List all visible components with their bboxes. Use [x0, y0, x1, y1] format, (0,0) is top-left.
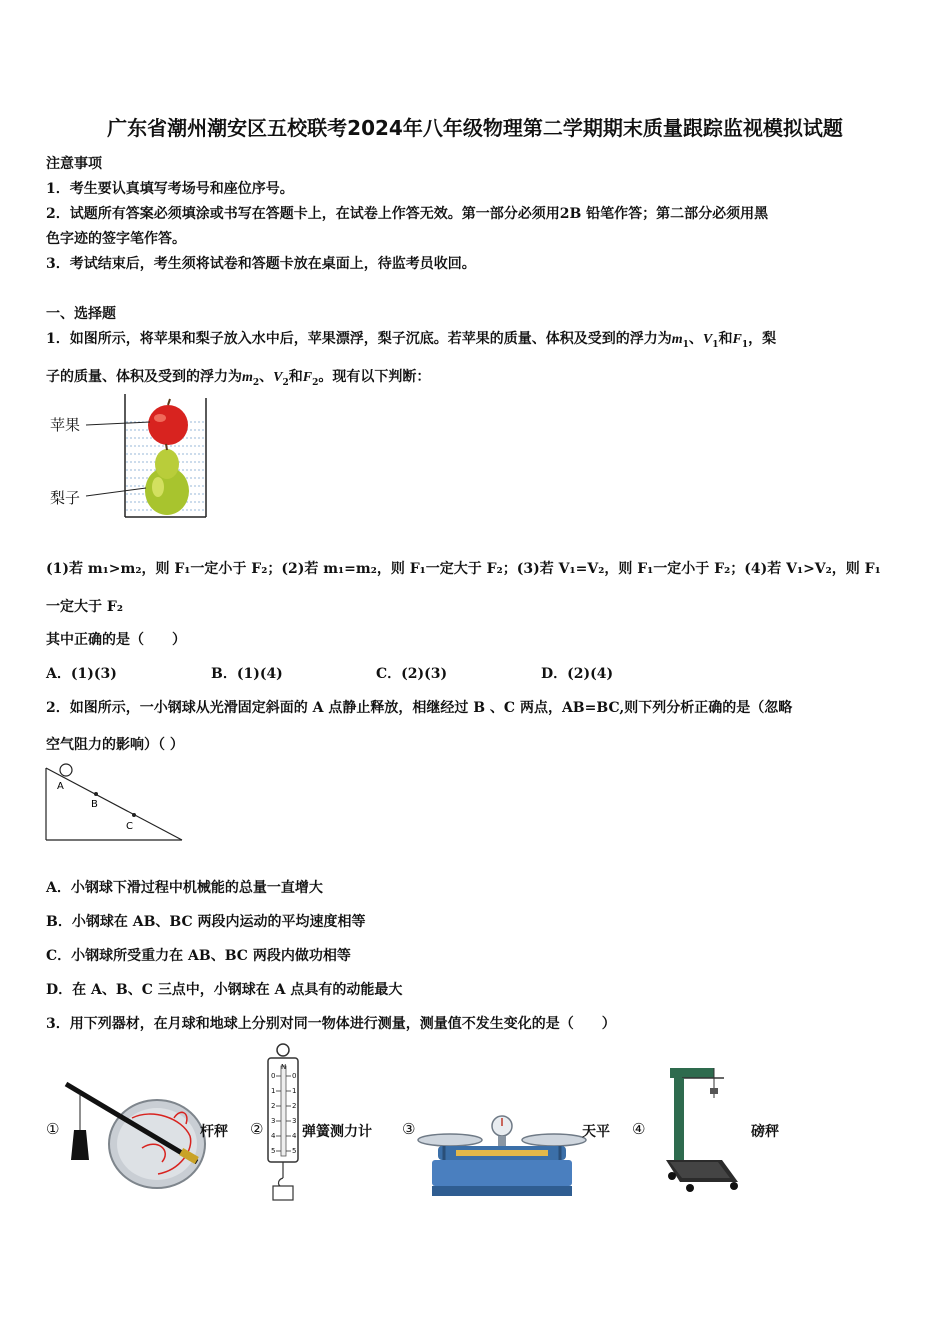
incline [46, 768, 182, 840]
scale-counterweight [710, 1088, 718, 1094]
q1-judgements-line-1: (1)若 m₁>m₂，则 F₁一定小于 F₂；(2)若 m₁=m₂，则 F₁一定大于 F₂；(3)若 V₁=V₂，则 F₁一定小于 F₂；(4)若 V₁>V₂，则 F₁ [46, 561, 881, 577]
notice-item-2: 2．试题所有答案必须填涂或书写在答题卡上，在试卷上作答无效。第一部分必须用2B 铅笔作答；第二部分必须用黑 [46, 206, 769, 222]
q3-label-1: 杆秤 [200, 1124, 228, 1140]
left-pan [418, 1134, 482, 1146]
scale-unit: N [281, 1063, 287, 1071]
label-b: B [91, 799, 98, 810]
q1-options [46, 663, 906, 683]
steel-ball [60, 764, 72, 776]
point-b [94, 792, 98, 796]
q1-and: 和 [718, 331, 733, 347]
steelyard-figure [62, 1078, 207, 1203]
pear-label: 梨子 [50, 489, 81, 507]
pear [145, 444, 189, 515]
page-title: 广东省潮州潮安区五校联考2024年八年级物理第二学期期末质量跟踪监视模拟试题 [107, 116, 843, 140]
q3-label-3: 天平 [582, 1124, 610, 1140]
q3-label-2: 弹簧测力计 [302, 1124, 372, 1140]
scale-mark: 0 [271, 1072, 276, 1080]
label-c: C [126, 821, 133, 832]
q1-sub: 1 [741, 339, 749, 350]
q1-sub: 1 [712, 339, 719, 350]
scale-hook [278, 1178, 283, 1186]
q1-text-b: 子的质量、体积及受到的浮力为 [46, 369, 242, 385]
q3-stem: 3．用下列器材，在月球和地球上分别对同一物体进行测量，测量值不发生变化的是（ ） [46, 1016, 616, 1032]
scale-mark: 5 [292, 1147, 297, 1155]
scale-mark: 0 [292, 1072, 297, 1080]
notice-item-2-cont: 色字迹的签字笔作答。 [46, 231, 186, 247]
steelyard-weight [71, 1130, 89, 1160]
q1-option-d[interactable]: D．(2)(4) [541, 666, 614, 682]
scale-mark: 5 [271, 1147, 276, 1155]
scale-head [670, 1068, 714, 1078]
apple-pointer [86, 422, 150, 425]
q1-sep: 、 [259, 369, 274, 385]
scale-mark: 3 [271, 1117, 276, 1125]
spring-scale-figure [262, 1042, 302, 1202]
apple [148, 399, 188, 445]
q1-judgements-line-2: 一定大于 F₂ [46, 599, 123, 615]
balance-base-bottom [432, 1186, 572, 1196]
q1-v1: V [702, 332, 713, 347]
q1-stem-line-2 [46, 366, 906, 388]
balance-rider-scale [456, 1150, 548, 1156]
incline-figure [44, 762, 189, 844]
q1-sub: 2 [252, 377, 260, 388]
q1-sub: 2 [312, 377, 319, 388]
scale-mark: 2 [292, 1102, 297, 1110]
q1-sub: 1 [682, 339, 689, 350]
scale-wheel [686, 1184, 694, 1192]
scale-mark: 1 [271, 1087, 276, 1095]
q1-m1: m [671, 332, 683, 347]
q2-option-b[interactable]: B．小钢球在 AB、BC 两段内运动的平均速度相等 [46, 914, 366, 930]
platform-scale-figure [660, 1064, 744, 1200]
q1-f2: F [302, 370, 313, 385]
scale-pillar [674, 1078, 684, 1160]
q1-text-a: 1．如图所示，将苹果和梨子放入水中后，苹果漂浮，梨子沉底。若苹果的质量、体积及受到的浮力为 [46, 331, 672, 347]
q3-num-1: ① [46, 1120, 60, 1138]
balance-base [432, 1160, 572, 1186]
q2-option-a[interactable]: A．小钢球下滑过程中机械能的总量一直增大 [46, 880, 323, 896]
q3-num-2: ② [250, 1120, 264, 1138]
notice-item-1: 1．考生要认真填写考场号和座位序号。 [46, 181, 294, 197]
q1-tail: 。现有以下判断： [318, 369, 431, 385]
q2-option-d[interactable]: D．在 A、B、C 三点中，小钢球在 A 点具有的动能最大 [46, 982, 403, 998]
scale-wheel [668, 1172, 676, 1180]
q2-option-c[interactable]: C．小钢球所受重力在 AB、BC 两段内做功相等 [46, 948, 351, 964]
q1-sep: 、 [688, 331, 703, 347]
q1-question: 其中正确的是（ ） [46, 632, 186, 648]
scale-ring [277, 1044, 289, 1056]
q1-option-a[interactable]: A．(1)(3) [46, 666, 117, 682]
q1-stem-line-1 [46, 328, 906, 350]
scale-wheel [730, 1182, 738, 1190]
scale-mark: 3 [292, 1117, 297, 1125]
q1-option-c[interactable]: C．(2)(3) [376, 666, 448, 682]
scale-mark: 4 [292, 1132, 297, 1140]
q1-tail: ，梨 [748, 331, 777, 347]
label-a: A [57, 781, 64, 792]
point-c [132, 813, 136, 817]
balance-figure [416, 1114, 588, 1202]
q1-and: 和 [288, 369, 303, 385]
q1-option-b[interactable]: B．(1)(4) [211, 666, 283, 682]
scale-mark: 1 [292, 1087, 297, 1095]
q3-num-4: ④ [632, 1120, 646, 1138]
q2-stem-line-1: 2．如图所示，一小钢球从光滑固定斜面的 A 点静止释放，相继经过 B 、C 两点，AB=BC,则下列分析正确的是（忽略 [46, 700, 793, 716]
notice-item-3: 3．考试结束后，考生须将试卷和答题卡放在桌面上，待监考员收回。 [46, 256, 476, 272]
scale-weight [273, 1186, 293, 1200]
pear-pointer [86, 488, 146, 496]
notice-heading: 注意事项 [46, 156, 102, 172]
section-heading: 一、选择题 [46, 306, 116, 322]
scale-mark: 2 [271, 1102, 276, 1110]
q1-m2: m [242, 370, 253, 385]
scale-mark: 4 [271, 1132, 276, 1140]
q1-f1: F [732, 332, 742, 347]
q3-num-3: ③ [402, 1120, 416, 1138]
q1-v2: V [273, 370, 283, 385]
q1-sub: 2 [282, 377, 289, 388]
q3-label-4: 磅秤 [751, 1124, 779, 1140]
right-pan [522, 1134, 586, 1146]
apple-label: 苹果 [50, 416, 81, 434]
q2-stem-line-2: 空气阻力的影响）（ ） [46, 737, 184, 753]
scale-slot [281, 1066, 286, 1156]
